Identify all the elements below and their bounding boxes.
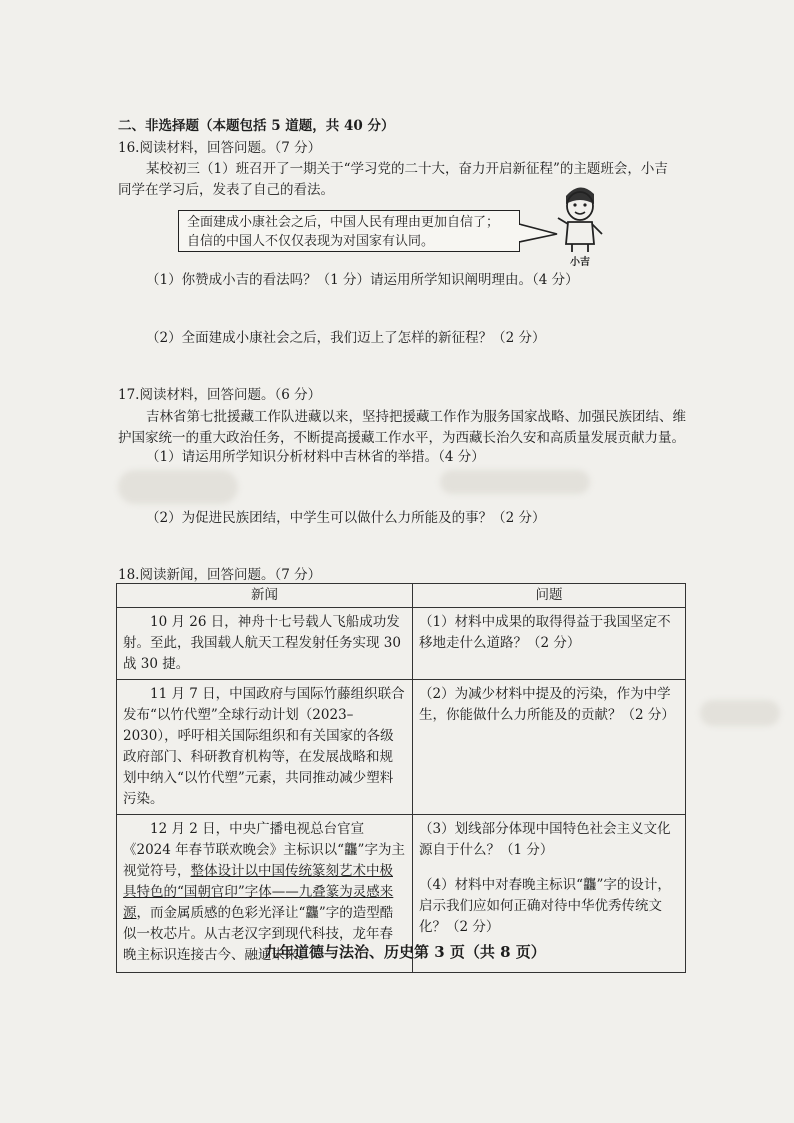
- scan-smudge: [440, 470, 590, 494]
- question-text: （4）材料中对春晚主标识“龘”字的设计，启示我们应如何正确对待中华优秀传统文化？（2 分）: [419, 877, 671, 935]
- figure-caption: 小吉: [570, 257, 590, 268]
- speech-bubble: 全面建成小康社会之后，中国人民有理由更加自信了；自信的中国人不仅仅表现为对国家有认同。: [178, 210, 520, 252]
- news-table: [116, 583, 686, 973]
- q17-material-line2: 护国家统一的重大政治任务，不断提高援藏工作水平，为西藏长治久安和高质量发展贡献力量。: [118, 430, 685, 446]
- news-text: 10 月 26 日，神舟十七号载人飞船成功发射。至此，我国载人航天工程发射任务实现 30 战 30 捷。: [123, 614, 401, 672]
- page-footer: 九年道德与法治、历史第 3 页（共 8 页）: [264, 943, 546, 961]
- q16-intro-line2: 同学在学习后，发表了自己的看法。: [118, 182, 334, 198]
- news-cell: [117, 608, 413, 680]
- column-header-question: 问题: [413, 584, 686, 608]
- table-row: [117, 608, 686, 680]
- q16-intro-line1: 某校初三（1）班召开了一期关于“学习党的二十大，奋力开启新征程”的主题班会，小吉: [146, 161, 668, 177]
- q18-title: 18.阅读新闻，回答问题。（7 分）: [118, 567, 322, 583]
- question-cell: [413, 608, 686, 680]
- scan-smudge: [700, 700, 780, 726]
- question-cell: [413, 680, 686, 815]
- q17-subquestion-2: （2）为促进民族团结，中学生可以做什么力所能及的事？（2 分）: [146, 510, 546, 526]
- question-text: （2）为减少材料中提及的污染，作为中学生，你能做什么力所能及的贡献？（2 分）: [419, 686, 675, 723]
- table-row: [117, 680, 686, 815]
- q17-material-line1: 吉林省第七批援藏工作队进藏以来，坚持把援藏工作作为服务国家战略、加强民族团结、维: [146, 409, 686, 425]
- question-text: （1）材料中成果的取得得益于我国坚定不移地走什么道路？（2 分）: [419, 614, 671, 651]
- section-heading: 二、非选择题（本题包括 5 道题，共 40 分）: [118, 118, 395, 134]
- q16-subquestion-1: （1）你赞成小吉的看法吗？（1 分）请运用所学知识阐明理由。（4 分）: [146, 272, 579, 288]
- q16-title: 16.阅读材料，回答问题。（7 分）: [118, 140, 322, 156]
- news-text: 11 月 7 日，中国政府与国际竹藤组织联合发布“以竹代塑”全球行动计划（2023–2030），呼吁相关国际组织和有关国家的各级政府部门、科研教育机构等，在发展战略和规划中纳入“以竹代塑”元素，共同推动减少塑料污染。: [123, 686, 405, 807]
- news-text: 12 月 2 日，中央广播电视总台官宣《2024 年春节联欢晚会》主标识以“龘”字为主视觉符号，: [123, 821, 405, 879]
- news-text: ，而金属质感的色彩光泽让“龘”字的造型酷似一枚芯片。从古老汉字到现代科技，龙年春晚主标识连接古今、融通未来。: [123, 905, 394, 963]
- q17-title: 17.阅读材料，回答问题。（6 分）: [118, 387, 322, 403]
- question-text: （3）划线部分体现中国特色社会主义文化源自于什么？（1 分）: [419, 821, 671, 858]
- q17-subquestion-1: （1）请运用所学知识分析材料中吉林省的举措。（4 分）: [146, 449, 485, 465]
- underlined-text: 整体设计以中国传统篆刻艺术中极具特色的“国朝官印”字体——九叠篆为灵感来源: [123, 863, 394, 921]
- scan-smudge: [118, 470, 238, 504]
- column-header-news: 新闻: [117, 584, 413, 608]
- table-header-row: [117, 584, 686, 608]
- q16-subquestion-2: （2）全面建成小康社会之后，我们迈上了怎样的新征程？（2 分）: [146, 330, 546, 346]
- news-cell: [117, 680, 413, 815]
- student-figure-icon: [552, 178, 608, 262]
